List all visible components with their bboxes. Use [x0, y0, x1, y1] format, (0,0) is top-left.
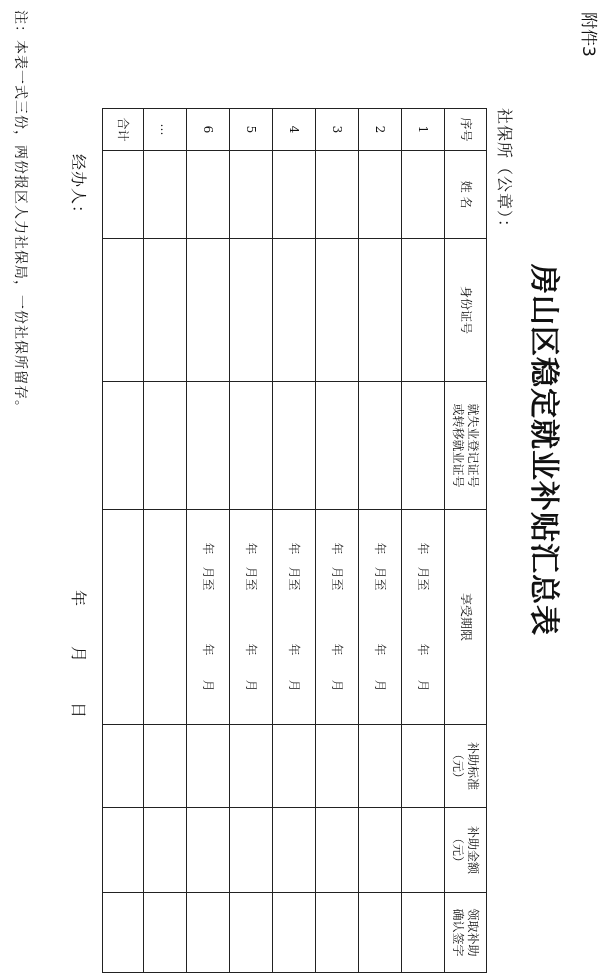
sign-cell[interactable] [316, 893, 359, 973]
standard-cell[interactable] [316, 725, 359, 808]
row-seq: 1 [402, 109, 445, 151]
id-cell[interactable] [316, 239, 359, 382]
header-sign-line1: 领取补助 [466, 908, 481, 957]
period-cell[interactable] [230, 510, 273, 725]
date-month: 月 [69, 646, 88, 663]
id-cell[interactable] [230, 239, 273, 382]
period-to: 年 月 [244, 643, 259, 692]
period-to: 年 月 [416, 643, 431, 692]
name-cell[interactable] [187, 151, 230, 239]
row-seq: 4 [273, 109, 316, 151]
standard-cell[interactable] [144, 725, 187, 808]
period-cell[interactable] [273, 510, 316, 725]
period-to: 年 月 [373, 643, 388, 692]
table-row [144, 109, 187, 973]
table-row [359, 109, 402, 973]
page-title: 房山区稳定就业补贴汇总表 [526, 264, 561, 636]
total-cell[interactable] [103, 151, 144, 239]
footnote: 注：本表一式三份，两份报区人力社保局，一份社保所留存。 [12, 10, 28, 415]
standard-cell[interactable] [273, 725, 316, 808]
period-cell[interactable] [359, 510, 402, 725]
amount-cell[interactable] [230, 808, 273, 893]
sign-cell[interactable] [144, 893, 187, 973]
amount-cell[interactable] [273, 808, 316, 893]
table-row [316, 109, 359, 973]
total-cell[interactable] [103, 893, 144, 973]
header-sign-line2: 确认签字 [451, 908, 466, 957]
total-cell[interactable] [103, 725, 144, 808]
name-cell[interactable] [402, 151, 445, 239]
id-cell[interactable] [402, 239, 445, 382]
row-seq: 3 [316, 109, 359, 151]
header-standard [445, 725, 487, 808]
header-seq: 序号 [445, 109, 487, 151]
name-cell[interactable] [316, 151, 359, 239]
row-seq: 5 [230, 109, 273, 151]
unit-seal-label: 社保所（公章）： [495, 108, 514, 237]
name-cell[interactable] [230, 151, 273, 239]
total-cell[interactable] [103, 382, 144, 510]
subsidy-summary-table [102, 108, 487, 973]
name-cell[interactable] [359, 151, 402, 239]
header-amount-line1: 补助金额 [466, 825, 481, 874]
period-to: 年 月 [330, 643, 345, 692]
row-seq: … [144, 109, 187, 151]
table-row [402, 109, 445, 973]
sign-cell[interactable] [230, 893, 273, 973]
period-cell[interactable] [402, 510, 445, 725]
header-amount [445, 808, 487, 893]
id-cell[interactable] [144, 239, 187, 382]
cert-cell[interactable] [316, 382, 359, 510]
id-cell[interactable] [273, 239, 316, 382]
date-line [68, 590, 91, 718]
period-cell[interactable] [144, 510, 187, 725]
total-label: 合计 [103, 109, 144, 151]
name-cell[interactable] [273, 151, 316, 239]
period-from: 年 月至 [244, 542, 259, 591]
row-seq: 2 [359, 109, 402, 151]
sign-cell[interactable] [402, 893, 445, 973]
cert-cell[interactable] [359, 382, 402, 510]
id-cell[interactable] [187, 239, 230, 382]
standard-cell[interactable] [230, 725, 273, 808]
period-from: 年 月至 [416, 542, 431, 591]
sign-cell[interactable] [273, 893, 316, 973]
amount-cell[interactable] [359, 808, 402, 893]
header-cert-number [445, 382, 487, 510]
attachment-label: 附件3 [578, 12, 598, 57]
total-row [103, 109, 144, 973]
period-from: 年 月至 [373, 542, 388, 591]
header-name: 姓 名 [445, 151, 487, 239]
row-seq: 6 [187, 109, 230, 151]
table-row [187, 109, 230, 973]
standard-cell[interactable] [402, 725, 445, 808]
header-period: 享受期限 [445, 510, 487, 725]
standard-cell[interactable] [187, 725, 230, 808]
header-cert-line2: 或转移就业证号 [451, 403, 466, 488]
amount-cell[interactable] [402, 808, 445, 893]
amount-cell[interactable] [187, 808, 230, 893]
id-cell[interactable] [359, 239, 402, 382]
table-row [273, 109, 316, 973]
cert-cell[interactable] [273, 382, 316, 510]
header-cert-line1: 就失业登记证号 [466, 403, 481, 488]
date-year: 年 [69, 590, 88, 607]
cert-cell[interactable] [230, 382, 273, 510]
total-cell[interactable] [103, 239, 144, 382]
total-amount-cell[interactable] [103, 808, 144, 893]
sign-cell[interactable] [359, 893, 402, 973]
total-cell[interactable] [103, 510, 144, 725]
amount-cell[interactable] [144, 808, 187, 893]
period-to: 年 月 [201, 643, 216, 692]
header-amount-line2: （元） [451, 831, 466, 868]
period-from: 年 月至 [287, 542, 302, 591]
amount-cell[interactable] [316, 808, 359, 893]
period-cell[interactable] [187, 510, 230, 725]
period-from: 年 月至 [330, 542, 345, 591]
period-to: 年 月 [287, 643, 302, 692]
sign-cell[interactable] [187, 893, 230, 973]
table-row [230, 109, 273, 973]
handler-label: 经办人： [69, 154, 88, 223]
cert-cell[interactable] [187, 382, 230, 510]
header-sign [445, 893, 487, 973]
header-standard-line1: 补助标准 [466, 741, 481, 790]
header-id-number: 身份证号 [445, 239, 487, 382]
cert-cell[interactable] [144, 382, 187, 510]
period-from: 年 月至 [201, 542, 216, 591]
period-cell[interactable] [316, 510, 359, 725]
cert-cell[interactable] [402, 382, 445, 510]
table-header-row [445, 109, 487, 973]
name-cell[interactable] [144, 151, 187, 239]
header-standard-line2: （元） [451, 747, 466, 784]
standard-cell[interactable] [359, 725, 402, 808]
date-day: 日 [69, 702, 88, 719]
